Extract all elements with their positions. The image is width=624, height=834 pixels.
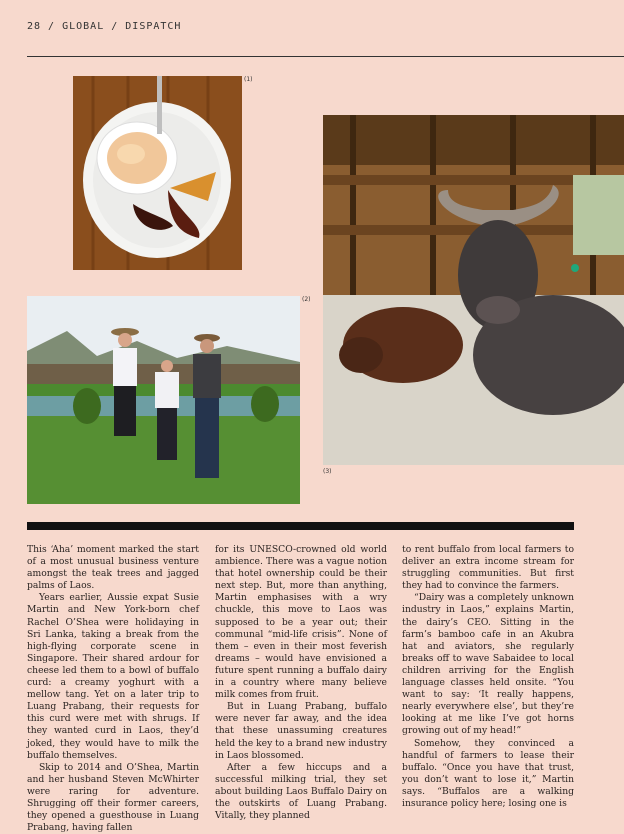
article-column-2 <box>215 544 387 822</box>
header-rule <box>27 56 624 57</box>
caption-2: (2) <box>302 296 311 303</box>
caption-3: (3) <box>323 468 332 475</box>
paragraph: Somehow, they convinced a handful of farmers to lease their buffalo. “Once you have that trust, you don’t want to lose it,” Martin says. “Buffalos are a walking insurance policy here; losing one is <box>402 737 574 809</box>
photo-buffalo <box>323 115 624 465</box>
article-column-3 <box>402 544 574 810</box>
paragraph: Skip to 2014 and O’Shea, Martin and her husband Steven McWhirter were raring for adventure. Shrugging off their former careers, they opened a guesthouse in Luang Prabang, having fallen <box>27 761 199 834</box>
paragraph: After a few hiccups and a successful milking trial, they set about building Laos Buffalo Dairy on the outskirts of Luang Prabang. Vitally, they planned <box>215 761 387 822</box>
article-column-1 <box>27 544 199 834</box>
paragraph: “Dairy was a completely unknown industry in Laos,” explains Martin, the dairy’s CEO. Sitting in the farm’s bamboo cafe in an Akubra hat and aviators, she regularly breaks off to wave Sabaidee to local children arriving for the English language classes held onsite. “You want to say: ‘It really happens, nearly everywhere else’, but they’re looking at me like I’ve got horns growing out of my head!” <box>402 592 574 737</box>
paragraph: This ‘Aha’ moment marked the start of a most unusual business venture amongst the teak trees and jagged palms of Laos. <box>27 544 199 592</box>
section-rule <box>27 522 574 530</box>
paragraph: But in Luang Prabang, buffalo were never far away, and the idea that these unassuming creatures held the key to a brand new industry in Laos blossomed. <box>215 701 387 761</box>
page-header: 28 / GLOBAL / DISPATCH <box>27 21 182 32</box>
photo-people <box>27 296 300 504</box>
buffalo-icon <box>323 115 624 465</box>
three-people-icon <box>27 296 300 504</box>
paragraph: Years earlier, Aussie expat Susie Martin and New York-born chef Rachel O’Shea were holidaying in Sri Lanka, taking a break from the high-flying corporate scene in Singapore. Their shared ardour for cheese led them to a bowl of buffalo curd: a creamy yoghurt with a mellow tang. Yet on a later trip to Luang Prabang, their requests for this curd were met with shrugs. If they wanted curd in Laos, they’d joked, they would have to milk the buffalo themselves. <box>27 592 199 761</box>
dessert-plate-icon <box>73 76 242 270</box>
photo-dessert <box>73 76 242 270</box>
paragraph: to rent buffalo from local farmers to deliver an extra income stream for struggling communities. But first they had to convince the farmers. <box>402 544 574 592</box>
caption-1: (1) <box>244 76 253 83</box>
paragraph: for its UNESCO-crowned old world ambience. There was a vague notion that hotel ownership could be their next step. But, more than anything, Martin emphasises with a wry chuckle, this move to Laos was supposed to be a year out; their communal “mid-life crisis”. None of them – even in their most feverish dreams – would have envisioned a future spent running a buffalo dairy in a country where many believe milk comes from fruit. <box>215 544 387 701</box>
